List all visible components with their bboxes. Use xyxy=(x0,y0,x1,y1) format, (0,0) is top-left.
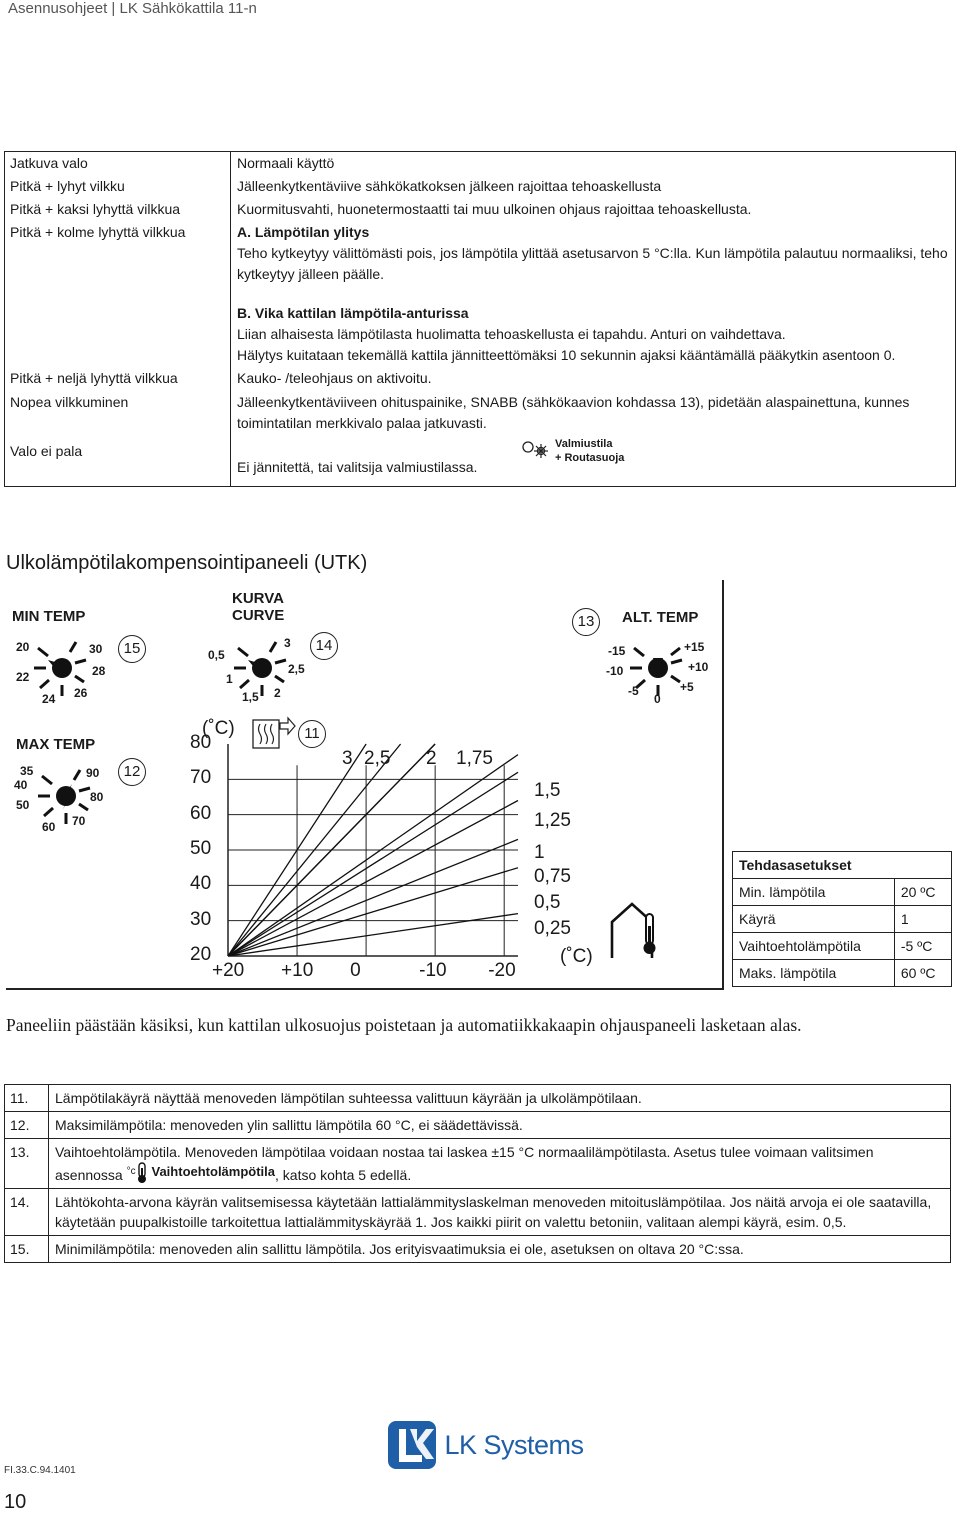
alt-temp-label: ALT. TEMP xyxy=(622,609,699,626)
x-tick-label: -10 xyxy=(419,960,447,981)
table-row xyxy=(5,1085,951,1112)
dial-tick: 80 xyxy=(90,790,104,804)
celsius-mark: °c xyxy=(126,1166,136,1177)
page-number: 10 xyxy=(4,1491,27,1513)
dial-tick: +5 xyxy=(680,680,694,694)
callout-11: 11 xyxy=(298,720,326,748)
table-row xyxy=(5,175,956,198)
setting-value: 20 ºC xyxy=(894,879,951,906)
dial-tick: -15 xyxy=(608,644,626,658)
curve-0-75 xyxy=(228,839,518,956)
callout-13: 13 xyxy=(572,608,600,636)
dial-tick: 20 xyxy=(16,640,30,654)
led-label: Nopea vilkkuminen xyxy=(5,390,231,435)
note-text: Minimilämpötila: menoveden alin sallittu lämpötila. Jos erityisvaatimuksia ei ole, asetuksen on oltava 20 °C:ssa. xyxy=(49,1236,951,1263)
min-temp-label: MIN TEMP xyxy=(12,608,86,625)
fault-b-title: B. Vika kattilan lämpötila-anturissa xyxy=(237,305,469,321)
note-number: 11. xyxy=(5,1085,49,1112)
note-number: 15. xyxy=(5,1236,49,1263)
note-text xyxy=(49,1139,951,1189)
x-unit-label: (˚C) xyxy=(560,946,593,967)
dial-tick: +10 xyxy=(688,660,709,674)
table-row xyxy=(733,852,952,879)
led-status-table xyxy=(4,151,956,487)
intro-paragraph: Paneeliin päästään käsiksi, kun kattilan ulkosuojus poistetaan ja automatiikkakaapin ohjauspaneeli lasketaan alas. xyxy=(6,1015,802,1035)
curve-label: 1 xyxy=(534,842,545,863)
dial-tick: 1,5 xyxy=(242,690,259,704)
led-description: Kuormitusvahti, huonetermostaatti tai muu ulkoinen ohjaus rajoittaa tehoaskellusta. xyxy=(237,201,752,217)
dial-tick: 24 xyxy=(42,692,56,706)
chart-grid xyxy=(228,744,518,956)
max-temp-label: MAX TEMP xyxy=(16,736,96,753)
lk-logo-icon xyxy=(388,1421,436,1469)
dial-tick: 30 xyxy=(89,642,103,656)
led-description: Jälleenkytkentäviive sähkökatkoksen jälkeen rajoittaa tehoaskellusta xyxy=(237,178,662,194)
setting-value: 1 xyxy=(894,906,951,933)
dial-tick: 0 xyxy=(654,692,661,706)
standby-icon xyxy=(521,439,553,459)
note-text-part: , katso kohta 5 edellä. xyxy=(275,1167,412,1183)
led-label: Pitkä + neljä lyhyttä vilkkua xyxy=(5,367,231,390)
y-tick-label: 50 xyxy=(190,838,212,859)
dial-tick: 3 xyxy=(284,636,291,650)
callout-14: 14 xyxy=(310,632,338,660)
curve-1-25 xyxy=(228,772,518,956)
led-description: Kauko- /teleohjaus on aktivoitu. xyxy=(237,370,432,386)
curve-label: 0,75 xyxy=(534,866,571,887)
dial-tick: 2 xyxy=(274,686,281,700)
standby-label-2: + Routasuoja xyxy=(555,452,625,464)
table-row xyxy=(5,1112,951,1139)
led-label: Pitkä + kaksi lyhyttä vilkkua xyxy=(5,198,231,221)
table-row xyxy=(733,960,952,987)
y-tick-label: 40 xyxy=(190,873,212,895)
led-description: Normaali käyttö xyxy=(237,155,335,171)
setting-name: Min. lämpötila xyxy=(733,879,895,906)
table-row xyxy=(5,221,956,367)
x-tick-label: +20 xyxy=(212,960,245,981)
led-label: Valo ei pala xyxy=(5,435,231,487)
section-title: Ulkolämpötilakompensointipaneeli (UTK) xyxy=(6,552,368,574)
dial-tick: +15 xyxy=(684,640,705,654)
note-text: Lähtökohta-arvona käyrän valitsemisessa käytetään lattialämmityslaskelman menoveden mitoituslämpötilaa. Jos näitä arvoja ei ole saatavilla, käytetään puupalkistoille tarkoitettua lattialämmityskäyrää 1. Jos kaikki piirit on valettu betoniin, valitaan alempi käyrä, esim. 0,5. xyxy=(49,1189,951,1236)
curve-0-25 xyxy=(228,914,518,956)
curve-label: 2 xyxy=(426,748,437,769)
x-tick-label: +10 xyxy=(281,960,314,981)
table-row xyxy=(5,152,956,176)
led-description xyxy=(231,221,956,367)
lk-systems-logo xyxy=(388,1421,584,1469)
y-tick-label: 80 xyxy=(190,732,212,753)
dial-tick: 2,5 xyxy=(288,662,305,676)
thermometer-icon xyxy=(136,1162,148,1184)
standby-label-1: Valmiustila xyxy=(555,438,613,450)
curve-label: 2,5 xyxy=(364,748,391,769)
dial-tick: 0,5 xyxy=(208,648,225,662)
dial-tick: 26 xyxy=(74,686,88,700)
alt-temp-position-label: Vaihtoehtolämpötila xyxy=(151,1164,276,1179)
dial-tick: -5 xyxy=(628,684,639,698)
x-tick-label: -20 xyxy=(488,960,516,981)
table-row xyxy=(5,198,956,221)
table-row xyxy=(5,390,956,435)
fault-b-text: Liian alhaisesta lämpötilasta huolimatta tehoaskellusta ei tapahdu. Anturi on vaihdettava. xyxy=(237,326,786,342)
curve-label-2: CURVE xyxy=(232,607,285,624)
note-number: 13. xyxy=(5,1139,49,1189)
table-row xyxy=(5,1189,951,1236)
fault-a-title: A. Lämpötilan ylitys xyxy=(237,224,370,240)
dial-tick: 28 xyxy=(92,664,106,678)
table-row xyxy=(733,906,952,933)
dial-tick: 70 xyxy=(72,814,86,828)
factory-title: Tehdasasetukset xyxy=(733,852,952,879)
house-thermometer-icon xyxy=(608,900,672,960)
dial-tick: 50 xyxy=(16,798,30,812)
y-tick-label: 30 xyxy=(190,908,212,930)
setting-name: Käyrä xyxy=(733,906,895,933)
curve-1-5 xyxy=(228,755,518,956)
led-label: Pitkä + lyhyt vilkku xyxy=(5,175,231,198)
y-tick-label: 60 xyxy=(190,802,212,824)
dial-tick: 1 xyxy=(226,672,233,686)
curve-label: 0,25 xyxy=(534,918,571,939)
note-text: Maksimilämpötila: menoveden ylin sallittu lämpötila 60 °C, ei säädettävissä. xyxy=(49,1112,951,1139)
note-number: 14. xyxy=(5,1189,49,1236)
table-row xyxy=(5,1236,951,1263)
x-tick-label: 0 xyxy=(350,960,361,981)
dial-tick: 22 xyxy=(16,670,30,684)
y-unit-label: (˚C) xyxy=(202,718,235,739)
dial-tick: 40 xyxy=(14,778,28,792)
control-panel-diagram xyxy=(6,580,724,990)
led-off-text: Ei jännitettä, tai valitsija valmiustilassa. xyxy=(237,459,478,475)
logo-text: LK Systems xyxy=(444,1429,584,1460)
setting-value: -5 ºC xyxy=(894,933,951,960)
curve-label: 1,75 xyxy=(456,748,493,769)
led-label: Jatkuva valo xyxy=(5,152,231,176)
note-number: 12. xyxy=(5,1112,49,1139)
fault-b-text-2: Hälytys kuitataan tekemällä kattila jännitteettömäksi 10 sekunnin ajaksi kääntämällä pääkytkin asentoon 0. xyxy=(237,347,896,363)
led-description: Jälleenkytkentäviiveen ohituspainike, SNABB (sähkökaavion kohdassa 13), pidetään alaspainettuna, kunnes toimintatilan merkkivalo palaa jatkuvasti. xyxy=(237,394,910,431)
dial-tick: 35 xyxy=(20,764,34,778)
notes-table xyxy=(4,1084,951,1263)
table-row xyxy=(5,1139,951,1189)
curve-label: 0,5 xyxy=(534,892,561,913)
note-text-part: Vaihtoehtolämpötila. Menoveden lämpötilaa voidaan nostaa tai laskea ±15 °C normaalilämpötilasta. Asetus tulee voimaan valitsimen asennossa xyxy=(55,1144,874,1183)
dial-tick: 60 xyxy=(42,820,56,834)
setting-name: Vaihtoehtolämpötila xyxy=(733,933,895,960)
callout-12: 12 xyxy=(118,758,146,786)
dial-tick: 90 xyxy=(86,766,100,780)
led-description xyxy=(231,435,956,487)
setting-value: 60 ºC xyxy=(894,960,951,987)
curve-label-1: KURVA xyxy=(232,590,284,607)
fault-a-text: Teho kytkeytyy välittömästi pois, jos lämpötila ylittää asetusarvon 5 °C:lla. Kun lämpötila palautuu normaaliksi, teho kytkeytyy jälleen päälle. xyxy=(237,245,948,282)
y-tick-label: 70 xyxy=(190,767,212,789)
led-label: Pitkä + kolme lyhyttä vilkkua xyxy=(5,221,231,367)
callout-15: 15 xyxy=(118,635,146,663)
factory-settings-table xyxy=(732,851,952,987)
curve-label: 1,5 xyxy=(534,780,561,801)
document-code: FI.33.C.94.1401 xyxy=(4,1465,76,1476)
y-tick-label: 20 xyxy=(190,944,212,965)
table-row xyxy=(5,367,956,390)
page-header: Asennusohjeet | LK Sähkökattila 11-n xyxy=(8,0,257,17)
curve-label: 3 xyxy=(342,748,353,769)
dial-tick: -10 xyxy=(606,664,624,678)
curve-label: 1,25 xyxy=(534,810,571,831)
note-text: Lämpötilakäyrä näyttää menoveden lämpötilan suhteessa valittuun käyrään ja ulkolämpötilaan. xyxy=(49,1085,951,1112)
setting-name: Maks. lämpötila xyxy=(733,960,895,987)
table-row xyxy=(5,435,956,487)
curve-1 xyxy=(228,801,518,957)
table-row xyxy=(733,879,952,906)
standby-label xyxy=(555,437,624,465)
table-row xyxy=(733,933,952,960)
